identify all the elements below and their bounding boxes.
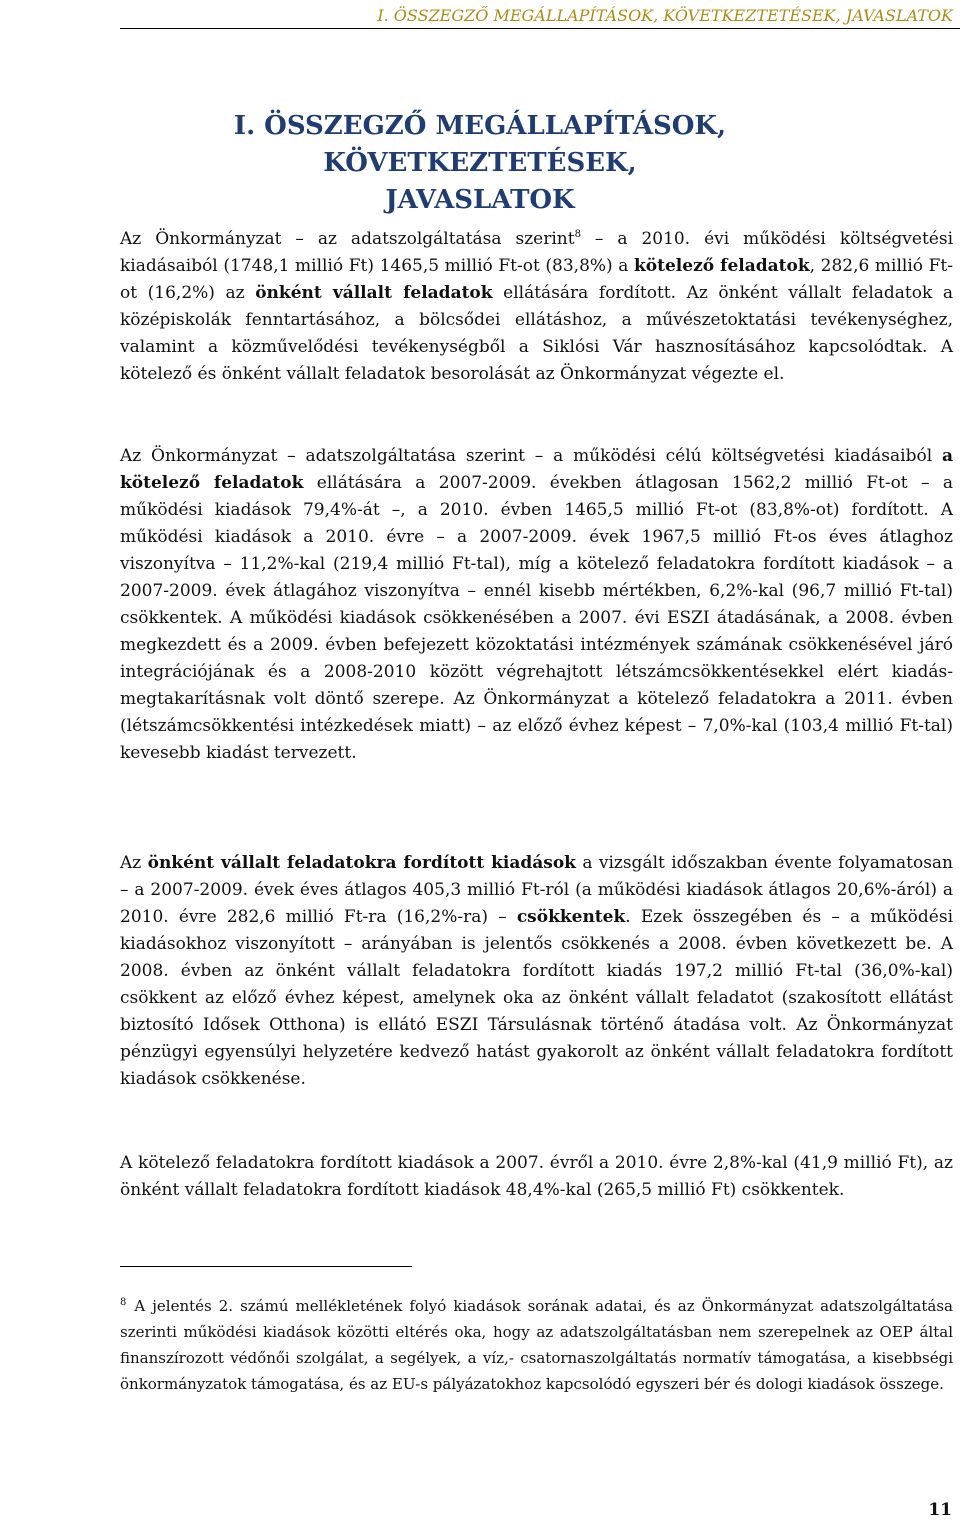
paragraph-3-text-3: . Ezek összegében és – a működési kiadásokhoz viszonyított – arányában is jelentős csökkenés a 2008. évben következett be. A 2008. évben az önként vállalt feladatokra fordított kiadás 197,2 millió Ft-tal (36,0%-kal) csökkent az előző évhez képest, amelynek oka az önként vállalt feladatot (szakosított ellátást biztosító Idősek Otthona) is ellátó ESZI Társulásnak történő átadása volt. Az Önkormányzat pénzügyi egyensúlyi helyzetére kedvező hatást gyakorolt az önként vállalt feladatokra fordított kiadások csökkenése. bbox=[120, 907, 954, 1089]
page-number: 11 bbox=[928, 1500, 952, 1520]
footnote-separator bbox=[120, 1266, 412, 1267]
paragraph-1-bold-2: önként vállalt feladatok bbox=[255, 283, 493, 303]
paragraph-2-text-1: Az Önkormányzat – adatszolgáltatása szerint – a működési célú költségvetési kiadásaiból bbox=[120, 446, 942, 466]
paragraph-1-text-4: ellátására fordított. Az önként vállalt feladatok a középiskolák fenntartásához, a bölcsődei ellátáshoz, a művészetoktatási tevékenységhez, valamint a közművelődési tevékenységből a Siklósi Vár hasznosításához kapcsolódtak. A kötelező és önként vállalt feladatok besorolását az Önkormányzat végezte el. bbox=[120, 283, 954, 384]
footnote-number: 8 bbox=[120, 1297, 127, 1308]
paragraph-3-bold-2: csökkentek bbox=[516, 907, 626, 927]
paragraph-1-text-2: – a 2010. évi működési költségvetési kiadásaiból (1748,1 millió Ft) 1465,5 millió Ft-ot (83,8%) a bbox=[120, 229, 954, 276]
paragraph-3-text-2: a vizsgált időszakban évente folyamatosan – a 2007-2009. évek éves átlagos 405,3 millió Ft-ról (a működési kiadások átlagos 20,6%-áról) a 2010. évre 282,6 millió Ft-ra (16,2%-ra) – bbox=[120, 853, 954, 927]
paragraph-2-text-2: ellátására a 2007-2009. években átlagosan 1562,2 millió Ft-ot – a működési kiadások 79,4%-át –, a 2010. évben 1465,5 millió Ft-ot (83,8%-ot) fordított. A működési kiadások a 2010. évre – a 2007-2009. évek 1967,5 millió Ft-os éves átlaghoz viszonyítva – 11,2%-kal (219,4 millió Ft-tal), míg a kötelező feladatokra fordított kiadások – a 2007-2009. évek átlagához viszonyítva – ennél kisebb mértékben, 6,2%-kal (96,7 millió Ft-tal) csökkentek. A működési kiadások csökkenésében a 2007. évi ESZI átadásának, a 2008. évben megkezdett és a 2009. évben befejezett közoktatási intézmények számának csökkenésével járó integrációjának és a 2008-2010 között végrehajtott létszámcsökkentésekkel elért kiadás-megtakarításnak volt döntő szerepe. Az Önkormányzat a kötelező feladatokra a 2011. évben (létszámcsökkentési intézkedések miatt) – az előző évhez képest – 7,0%-kal (103,4 millió Ft-tal) kevesebb kiadást tervezett. bbox=[120, 473, 953, 763]
footnote-reference[interactable]: 8 bbox=[574, 229, 581, 240]
paragraph-3-text-1: Az bbox=[120, 853, 148, 873]
paragraph-1-bold-1: kötelező feladatok bbox=[634, 256, 810, 276]
paragraph-1-text-3: , 282,6 millió Ft-ot (16,2%) az bbox=[120, 256, 953, 303]
footnote-text: A jelentés 2. számú mellékletének folyó kiadások sorának adatai, és az Önkormányzat adatszolgáltatása szerinti működési kiadások közötti eltérés oka, hogy az adatszolgáltatásban nem szerepelnek az OEP által finanszírozott védőnői szolgálat, a segélyek, a víz,- csatornaszolgáltatás normatív támogatása, a kisebbségi önkormányzatok támogatása, és az EU-s pályázatokhoz kapcsolódó egyszeri bér és dologi kiadások összege. bbox=[120, 1297, 953, 1393]
paragraph-2-bold-1: a kötelező feladatok bbox=[120, 446, 953, 493]
paragraph-2 bbox=[120, 443, 953, 767]
running-header bbox=[120, 2, 960, 29]
chapter-title-line-1: I. ÖSSZEGZŐ MEGÁLLAPÍTÁSOK, KÖVETKEZTETÉSEK, bbox=[233, 111, 727, 178]
paragraph-1-text-1: Az Önkormányzat – az adatszolgáltatása szerint bbox=[120, 229, 575, 249]
paragraph-3 bbox=[120, 850, 953, 1093]
paragraph-1 bbox=[120, 226, 953, 388]
chapter-title bbox=[120, 108, 840, 219]
paragraph-3-bold-1: önként vállalt feladatokra fordított kiadások bbox=[147, 853, 576, 873]
footnote bbox=[120, 1293, 953, 1397]
running-header-title: I. ÖSSZEGZŐ MEGÁLLAPÍTÁSOK, KÖVETKEZTETÉSEK, JAVASLATOK bbox=[377, 6, 953, 25]
chapter-title-line-2: JAVASLATOK bbox=[385, 185, 575, 215]
paragraph-4 bbox=[120, 1150, 953, 1204]
paragraph-4-text-1: A kötelező feladatokra fordított kiadások a 2007. évről a 2010. évre 2,8%-kal (41,9 millió Ft), az önként vállalt feladatokra fordított kiadások 48,4%-kal (265,5 millió Ft) csökkentek. bbox=[120, 1153, 953, 1200]
